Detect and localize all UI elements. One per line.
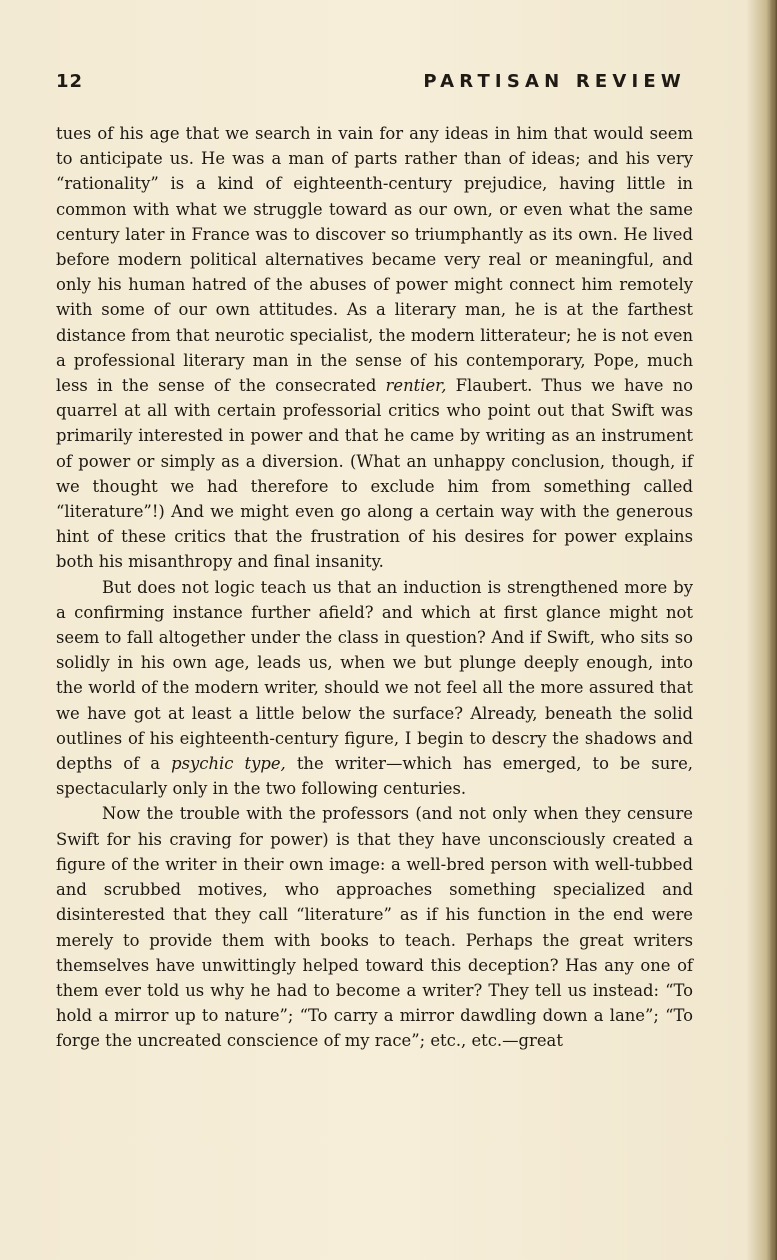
running-head: PARTISAN REVIEW (423, 71, 686, 92)
text-span: Now the trouble with the professors (and not only when they censure Swift for his craving for power) is that they have unconsciously created a figure of the writer in their own image: a well-bred person with well-tubbed and scrubbed motives, who approaches something specialized and disinterested that they call “literature” as if his function in the end were merely to provide them with books to teach. Perhaps the great writers themselves have unwittingly helped toward this deception? Has any one of them ever told us why he had to become a writer? They tell us instead: “To hold a mirror up to nature”; “To carry a mirror dawdling down a lane”; “To forge the uncreated conscience of my race”; etc., etc.—great (56, 804, 693, 1051)
paragraph-3 (56, 801, 693, 1053)
page-number: 12 (56, 71, 84, 92)
text-span: the writer—which has emerged, to be sure, spectacularly only in the two following centuries. (56, 754, 694, 799)
page-header (56, 71, 686, 97)
page-edge-shadow (770, 0, 777, 1260)
italic-span: rentier, (385, 376, 447, 396)
italic-span: psychic type, (171, 754, 286, 774)
paragraph-1 (56, 121, 693, 575)
text-span: But does not logic teach us that an induction is strengthened more by a confirming instance further afield? and which at first glance might not seem to fall altogether under the class in question? And if Swift, who sits so solidly in his own age, leads us, when we but plunge deeply enough, into the world of the modern writer, should we not feel all the more assured that we have got at least a little below the surface? Already, beneath the solid outlines of his eighteenth-century figure, I begin to descry the shadows and depths of a (56, 577, 693, 774)
text-span: tues of his age that we search in vain for any ideas in him that would seem to anticipate us. He was a man of parts rather than of ideas; and his very “rationality” is a kind of eighteenth-century prejudice, having little in common with what we struggle toward as our own, or even what the same century later in France was to discover so triumphantly as its own. He lived before modern political alternatives became very real or meaningful, and only his human hatred of the abuses of power might connect him remotely with some of our own attitudes. As a literary man, he is at the farthest distance from that neurotic specialist, the modern litterateur; he is not even a professional literary man in the sense of his contemporary, Pope, much less in the sense of the consecrated (56, 124, 693, 396)
body-text (56, 121, 693, 1054)
paragraph-2 (56, 575, 693, 802)
text-span: Flaubert. Thus we have no quarrel at all with certain professorial critics who point out that Swift was primarily interested in power and that he came by writing as an instrument of power or simply as a diversion. (What an unhappy conclusion, though, if we thought we had therefore to exclude him from something called “literature”!) And we might even go along a certain way with the generous hint of these critics that the frustration of his desires for power explains both his misanthropy and final insanity. (56, 376, 694, 572)
